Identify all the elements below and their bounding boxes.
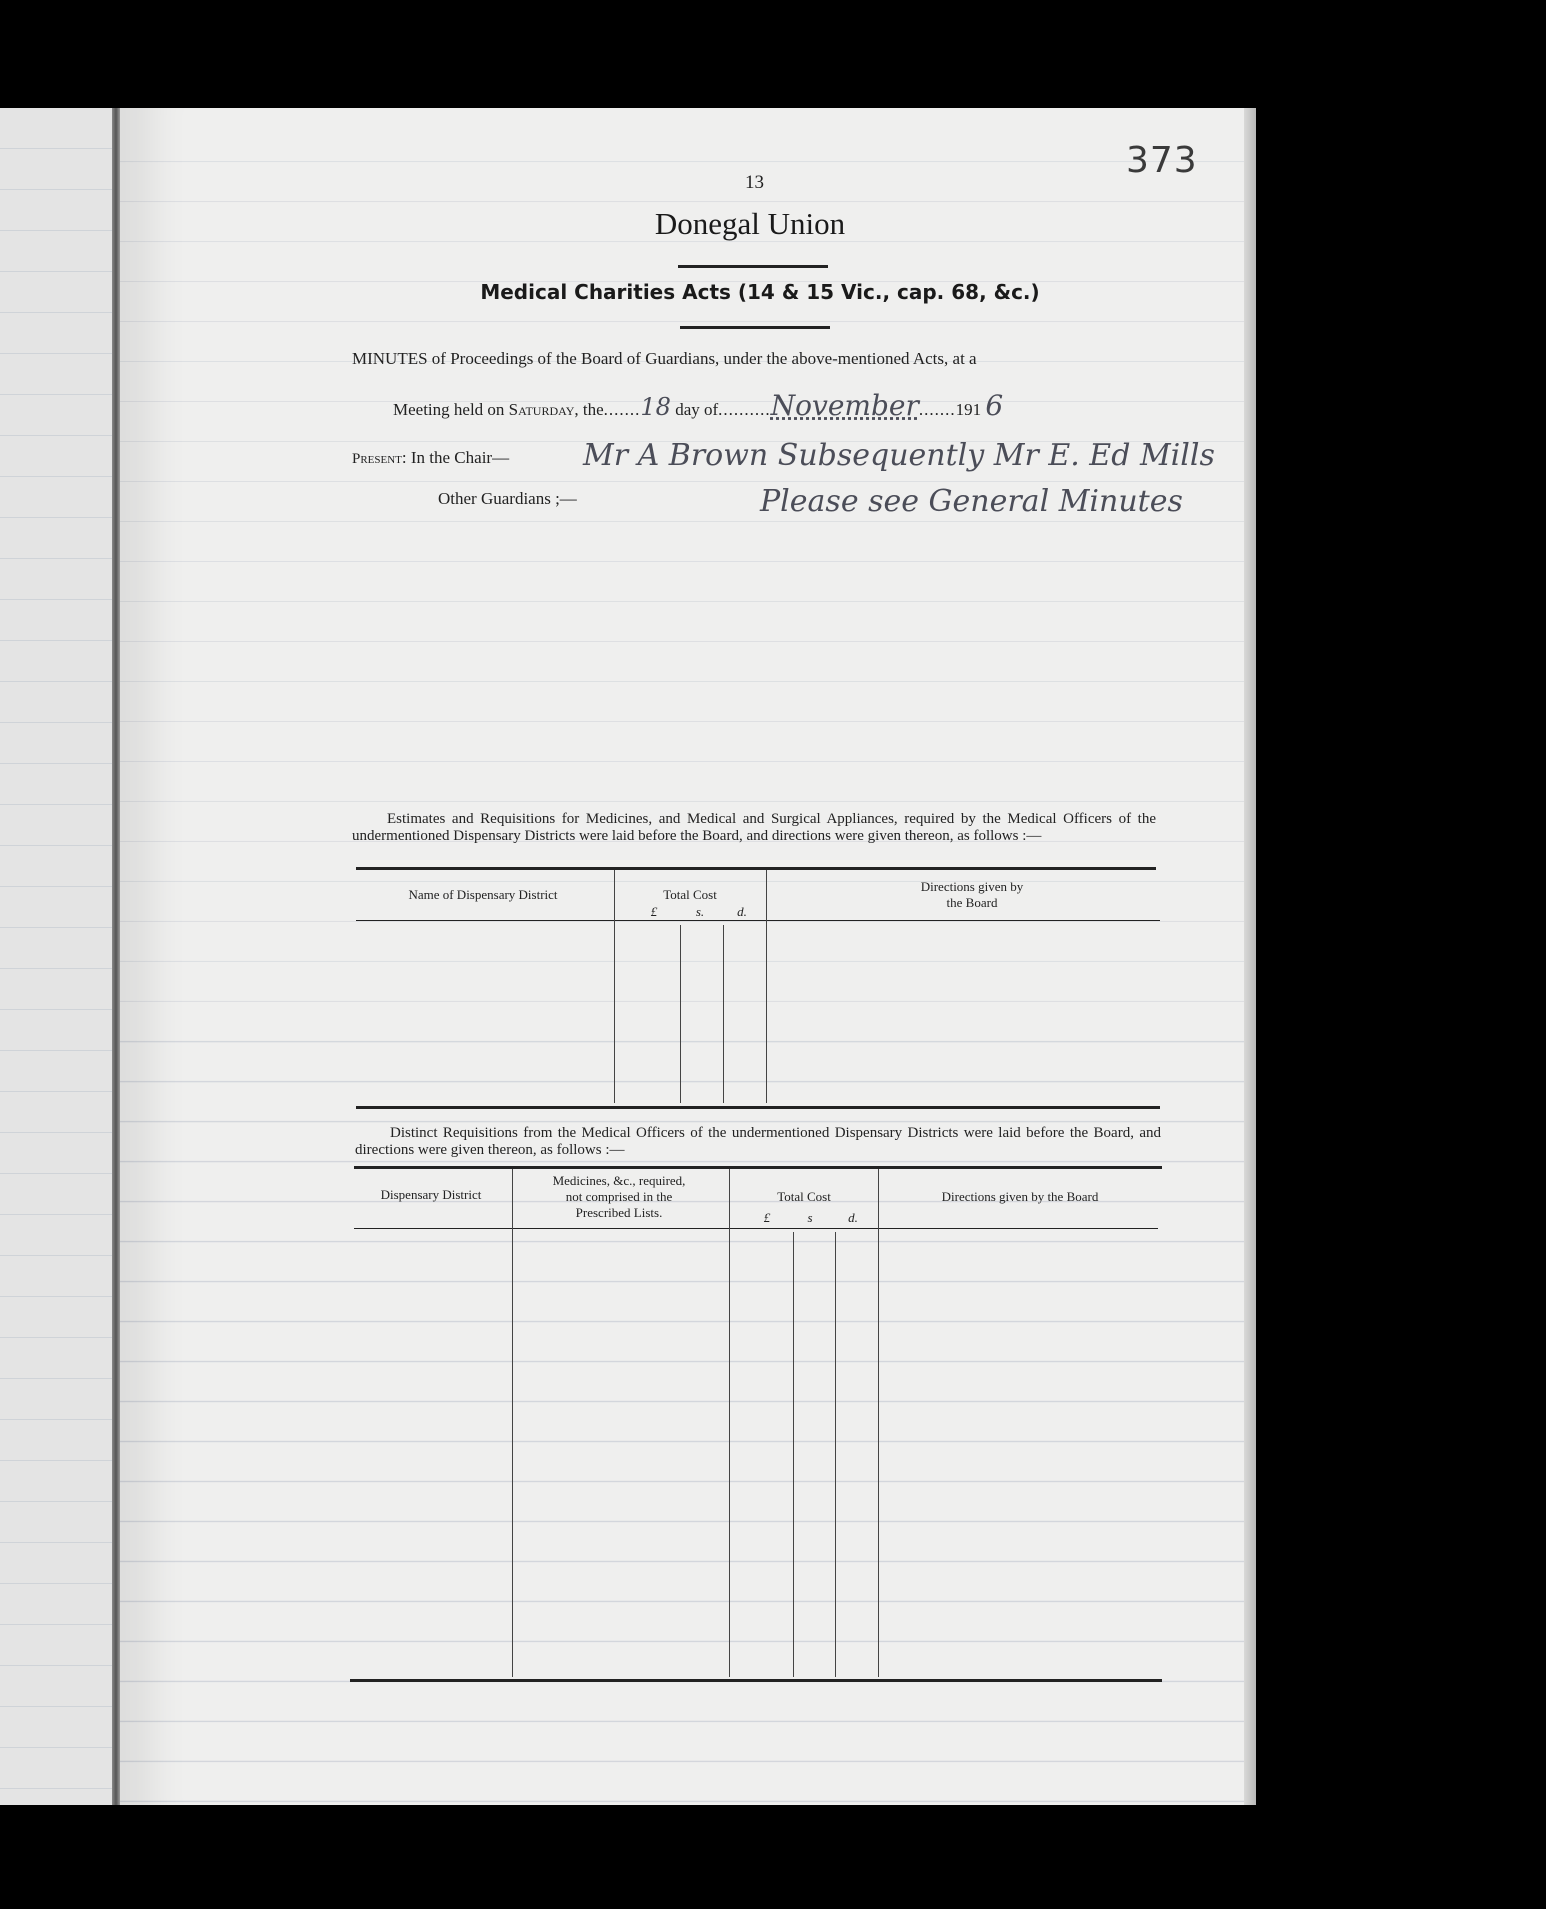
chair-label: : In the Chair— [401,448,510,467]
present-line [352,448,509,468]
requisitions-divider-3 [793,1232,794,1677]
estimates-divider-1 [614,870,615,1103]
register-number-stamp: 373 [1126,140,1198,181]
other-guardians-label: Other Guardians ;— [438,489,577,508]
the-label: , the [574,400,604,419]
acts-heading: Medical Charities Acts (14 & 15 Vic., cap. 68, &c.) [480,280,1040,304]
year-prefix: 191 [955,400,982,419]
estimates-table-bottom [356,1106,1160,1109]
minutes-line-1 [352,349,977,369]
title-rule [678,265,828,268]
estimates-header-rule [356,920,1160,921]
estimates-col-total-cost: Total Cost [663,887,717,902]
requisitions-table-top [354,1166,1162,1169]
requisitions-col-directions: Directions given by the Board [941,1189,1099,1204]
minutes-intro: MINUTES of Proceedings of the Board of Guardians, under the above-mentioned Acts, at a [352,349,977,368]
estimates-divider-4 [766,870,767,1103]
estimates-table-top [356,867,1156,870]
meeting-prefix: Meeting held on [393,400,505,419]
book-binding [112,108,120,1805]
requisitions-col-pounds: £ [763,1210,771,1225]
meeting-month: November [770,389,919,422]
estimates-paragraph: Estimates and Requisitions for Medicines, and Medical and Surgical Appliances, required by the Medical Officers of the undermentioned Dispensary Districts were laid before the Board, and directions were given thereon, as follows :— [352,811,1156,844]
requisitions-col-pence: d. [848,1210,858,1225]
other-guardians-value: Please see General Minutes [760,484,1183,519]
requisitions-col-shillings: s [807,1210,813,1225]
estimates-divider-3 [723,925,724,1103]
year-digit: 6 [985,389,1004,422]
requisitions-table-bottom [350,1679,1162,1682]
subtitle-rule [680,326,830,329]
requisitions-header-rule [354,1228,1158,1229]
union-title: Donegal Union [654,206,846,241]
page-edge [1244,108,1256,1805]
estimates-divider-2 [680,925,681,1103]
estimates-col-district: Name of Dispensary District [408,887,558,902]
requisitions-divider-4 [835,1232,836,1677]
chair-name: Mr A Brown Subsequently Mr E. Ed Mills [583,438,1215,473]
estimates-col-pence: d. [737,904,747,919]
meeting-day: 18 [640,393,671,421]
estimates-col-directions-1: Directions given by [920,879,1024,894]
requisitions-col-total-cost: Total Cost [777,1189,831,1204]
requisitions-divider-2 [729,1169,730,1677]
weekday-label: Saturday [508,400,575,419]
page-number: 13 [745,172,764,193]
left-page [0,108,112,1805]
requisitions-col-medicines-2: not comprised in the [565,1189,673,1204]
present-label: Present [352,451,402,467]
requisitions-divider-1 [512,1169,513,1677]
requisitions-col-district: Dispensary District [380,1187,482,1202]
estimates-col-shillings: s. [695,904,705,919]
day-of-label: day of [675,400,719,419]
requisitions-col-medicines-3: Prescribed Lists. [575,1205,663,1220]
requisitions-col-medicines-1: Medicines, &c., required, [552,1173,686,1188]
estimates-col-pounds: £ [650,904,658,919]
minutes-line-2: Meeting held on Saturday, the.......18 day of..........November.......191 6 [393,389,1004,422]
requisitions-paragraph: Distinct Requisitions from the Medical Officers of the undermentioned Dispensary Districts were laid before the Board, and directions were given thereon, as follows :— [355,1125,1161,1158]
estimates-col-directions-2: the Board [946,895,998,910]
requisitions-divider-5 [878,1169,879,1677]
